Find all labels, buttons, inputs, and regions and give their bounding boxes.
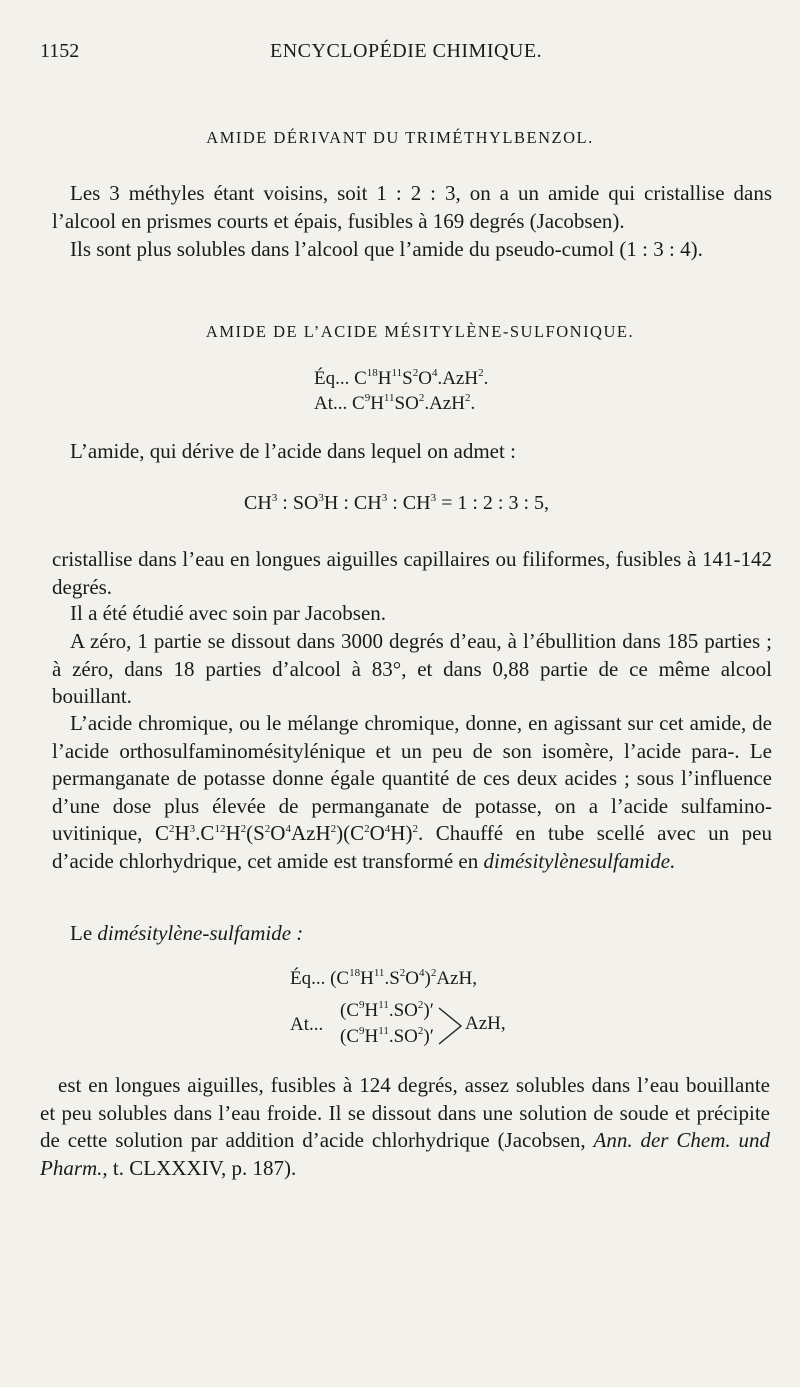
formula-equivalent: Éq... $C^{18}H^{11}S^2O^4.AzH^2$.: [314, 367, 489, 389]
paragraph-solubilite-eau: A zéro, 1 partie se dissout dans 3000 degrés d’eau, à l’ébullition dans 185 parties ; à zéro, dans 18 parties d’alcool à 83°, et dans 0,88 partie de ce même alcool bouillant.: [52, 629, 772, 708]
text-le: Le: [70, 921, 93, 945]
paragraph-cristallise: cristallise dans l’eau en longues aiguilles capillaires ou filiformes, fusibles à 141-142 degrés.: [52, 547, 772, 599]
section-title-trimethylbenzol: AMIDE DÉRIVANT DU TRIMÉTHYLBENZOL.: [206, 128, 594, 147]
paragraph-solubilite: Ils sont plus solubles dans l’alcool que l’amide du pseudo-cumol (1 : 3 : 4).: [70, 237, 703, 261]
formula-ratio: $CH^3$ : $SO^3H$ : $CH^3$ : $CH^3 = 1$ : 2 : 3 : 5,: [244, 492, 550, 514]
term-dimesitylene-sulfamide: dimésitylène-sulfamide :: [97, 921, 304, 945]
reference-journal: Ann. der Chem. und Pharm.: [40, 1128, 770, 1180]
azh-label: AzH,: [465, 1013, 506, 1034]
text-chauffe: . Chauffé en tube scellé avec un peu d’acide chlorhydrique, cet amide est transformé en: [52, 821, 772, 873]
section-title-mesitylene: AMIDE DE L’ACIDE MÉSITYLÈNE-SULFONIQUE.: [205, 322, 635, 341]
paragraph-aiguilles: [40, 1072, 770, 1182]
paragraph-acide-chromique: L’acide chromique, ou le mélange chromique, donne, en agissant sur cet amide, de l’acide orthosulfaminomésitylénique et un peu de son isomère, l’acide para-. Le permanganate de potasse donne égale quantité de ces deux acides ; sous l’influence d’une dose plus élevée de permanganate de potasse, on a l’acide sulfamino-uvitinique, $C^2H^3.C^{12}H^2(S^2O^4AzH^2)(C^2O^4H)^2$. Chauffé en tube scellé avec un peu d’acide chlorhydrique, cet amide est transformé en dimésitylènesulfamide.: [52, 711, 772, 873]
paragraph-methyles: Les 3 méthyles étant voisins, soit 1 : 2 : 3, on a un amide qui cristallise dans l’alcool en prismes courts et épais, fusibles à 169 degrés (Jacobsen).: [52, 181, 772, 233]
text-aiguilles: est en longues aiguilles, fusibles à 124 degrés, assez solubles dans l’eau bouillante et peu solubles dans l’eau froide. Il se dissout dans une solution de soude et précipite de cette solution par addition d’acide chlorhydrique (Jacobsen,: [40, 1073, 770, 1152]
reference-end: , t. CLXXXIV, p. 187).: [102, 1155, 297, 1180]
paragraph-derive: L’amide, qui dérive de l’acide dans lequel on admet :: [70, 439, 516, 463]
formula-ratio-values: = 1 : 2 : 3 : 5,: [441, 492, 550, 514]
term-dimesitylenesulfamide: dimésitylènesulfamide.: [483, 848, 676, 873]
at-label: At...: [314, 393, 348, 414]
eq-label-2: Éq...: [290, 968, 326, 989]
text-chromique: L’acide chromique, ou le mélange chromique, donne, en agissant sur cet amide, de l’acide orthosulfaminomésitylénique et un peu de son isomère, l’acide para-. Le permanganate de potasse donne égale quantité de ces deux acides ; sous l’influence d’une dose plus élevée de permanganate de potasse, on a l’acide sulfamino-uvitinique,: [52, 711, 772, 845]
formula-atomic-line2: $(C^9H^{11}.SO^2)'$: [340, 1025, 434, 1047]
eq-label: Éq...: [314, 368, 350, 389]
formula-atomic: At... $C^9H^{11}SO^2.AzH^2$.: [314, 392, 476, 414]
at-label-2: At...: [290, 1014, 324, 1035]
paragraph-le-dimesitylene: [70, 920, 790, 948]
brace-icon: [437, 1006, 467, 1046]
paragraph-jacobsen: Il a été étudié avec soin par Jacobsen.: [70, 601, 387, 625]
formula-equivalent-2: Éq... $(C^{18}H^{11}.S^2O^4)^2AzH$,: [290, 967, 477, 989]
running-title: ENCYCLOPÉDIE CHIMIQUE.: [270, 40, 543, 62]
formula-atomic-line1: $(C^9H^{11}.SO^2)'$: [340, 999, 434, 1021]
page-number: 1152: [40, 40, 80, 62]
